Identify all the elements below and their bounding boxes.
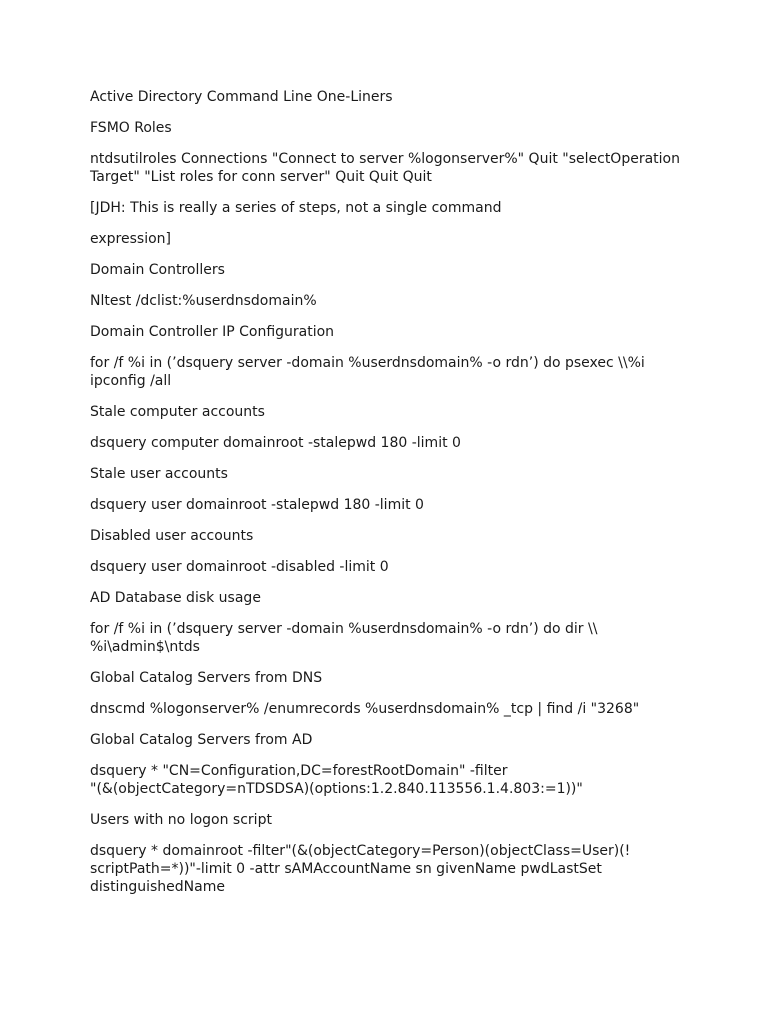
command-disabled-user-accounts: dsquery user domainroot -disabled -limit 0 — [90, 559, 389, 575]
section-heading-domain-controllers: Domain Controllers — [90, 262, 225, 278]
section-heading-fsmo-roles: FSMO Roles — [90, 120, 172, 136]
section-heading-stale-computer-accounts: Stale computer accounts — [90, 404, 265, 420]
document-page — [90, 88, 700, 909]
section-heading-stale-user-accounts: Stale user accounts — [90, 466, 228, 482]
section-heading-gc-servers-dns: Global Catalog Servers from DNS — [90, 670, 323, 686]
section-heading-disabled-user-accounts: Disabled user accounts — [90, 528, 254, 544]
command-users-no-logon-script: dsquery * domainroot -filter"(&(objectCategory=Person)(objectClass=User)(! scriptPath=*))"-limit 0 -attr sAMAccountName sn givenName pwdLastSet distinguishedName — [90, 843, 631, 895]
command-fsmo-roles: ntdsutilroles Connections "Connect to server %logonserver%" Quit "selectOperation Target" "List roles for conn server" Quit Quit Quit — [90, 151, 680, 185]
document-title: Active Directory Command Line One-Liners — [90, 89, 393, 105]
editor-note: [JDH: This is really a series of steps, not a single command — [90, 200, 502, 216]
section-heading-gc-servers-ad: Global Catalog Servers from AD — [90, 732, 313, 748]
command-gc-servers-ad: dsquery * "CN=Configuration,DC=forestRootDomain" -filter "(&(objectCategory=nTDSDSA)(options:1.2.840.113556.1.4.803:=1))" — [90, 763, 583, 797]
command-gc-servers-dns: dnscmd %logonserver% /enumrecords %userdnsdomain% _tcp | find /i "3268" — [90, 701, 640, 717]
command-dc-ip-config: for /f %i in (’dsquery server -domain %userdnsdomain% -o rdn’) do psexec \\%i ipconfig /all — [90, 355, 645, 389]
section-heading-users-no-logon-script: Users with no logon script — [90, 812, 272, 828]
section-heading-ad-database-disk-usage: AD Database disk usage — [90, 590, 261, 606]
command-domain-controllers: Nltest /dclist:%userdnsdomain% — [90, 293, 317, 309]
command-ad-database-disk-usage: for /f %i in (’dsquery server -domain %userdnsdomain% -o rdn’) do dir \\ %i\admin$\ntds — [90, 621, 598, 655]
command-stale-user-accounts: dsquery user domainroot -stalepwd 180 -limit 0 — [90, 497, 424, 513]
section-heading-dc-ip-config: Domain Controller IP Configuration — [90, 324, 335, 340]
command-stale-computer-accounts: dsquery computer domainroot -stalepwd 180 -limit 0 — [90, 435, 461, 451]
editor-note-continued: expression] — [90, 231, 171, 247]
